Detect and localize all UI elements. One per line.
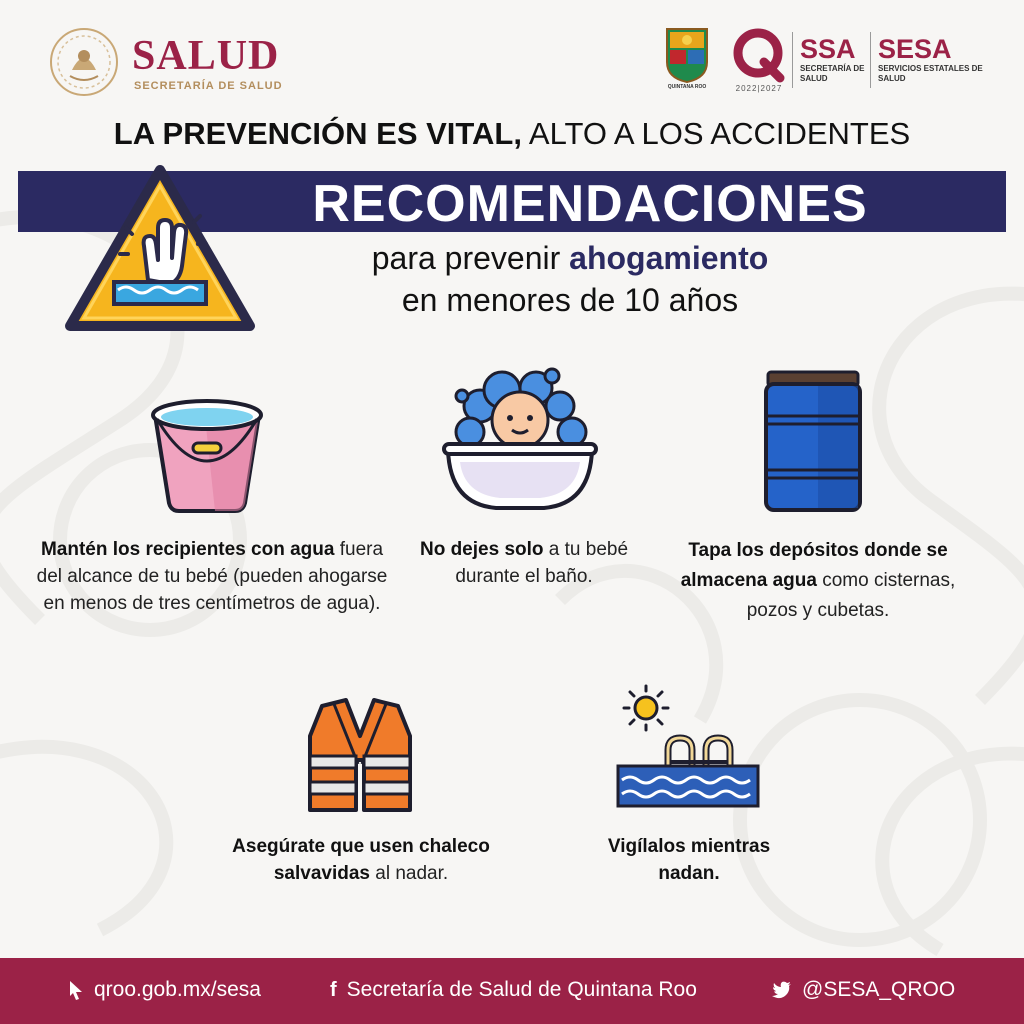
caption-item-5-bold: Vigílalos mientras nadan. xyxy=(607,836,771,884)
footer-twitter-text: @SESA_QROO xyxy=(802,978,956,1001)
quintana-roo-label: QUINTANA ROO xyxy=(667,84,707,90)
caption-item-1-bold: Mantén los recipientes con agua xyxy=(40,539,335,560)
caption-item-1-rest: fuera del alcance de tu bebé (pueden ahogarse en menos de tres centímetros de agua). xyxy=(36,539,388,614)
caption-item-3-bold: Tapa los depósitos donde se almacena agua xyxy=(680,540,948,591)
caption-item-3 xyxy=(668,536,968,626)
footer-facebook-text: Secretaría de Salud de Quintana Roo xyxy=(346,978,697,1001)
logo-divider xyxy=(870,32,871,88)
sesa-subtitle: SERVICIOS ESTATALES DE SALUD xyxy=(878,64,983,83)
caption-item-5 xyxy=(584,833,794,887)
caption-item-4-rest: al nadar. xyxy=(369,863,449,884)
subtitle-highlight: ahogamiento xyxy=(569,240,769,276)
quintana-roo-shield-icon xyxy=(664,26,710,84)
caption-item-1 xyxy=(34,536,390,617)
subtitle-prefix: para prevenir xyxy=(371,240,570,276)
bucket-icon xyxy=(145,393,269,515)
water-drum-icon xyxy=(760,368,866,516)
ssa-wordmark: SSA xyxy=(800,34,856,64)
salud-logo xyxy=(48,24,298,100)
sesa-wordmark: SESA xyxy=(878,34,952,64)
q-logo-icon xyxy=(726,26,790,84)
logo-divider xyxy=(792,32,793,88)
pool-icon xyxy=(616,684,760,812)
caption-item-4 xyxy=(196,833,526,887)
cursor-icon xyxy=(68,980,84,1000)
salud-wordmark: SALUD xyxy=(132,33,280,79)
banner-title: RECOMENDACIONES xyxy=(312,175,868,233)
twitter-icon xyxy=(772,981,792,999)
government-period: 2022|2027 xyxy=(735,84,783,93)
footer-website-link[interactable] xyxy=(68,978,261,1002)
facebook-icon: f xyxy=(330,978,337,1001)
footer-bar xyxy=(0,958,1024,1024)
caption-item-2-bold: No dejes solo xyxy=(419,539,544,560)
partner-logos xyxy=(664,26,984,98)
ssa-subtitle: SECRETARÍA DE SALUD xyxy=(800,64,865,83)
caption-item-2-rest: a tu bebé durante el baño. xyxy=(455,539,629,587)
page-headline xyxy=(0,116,1024,152)
headline-rest: ALTO A LOS ACCIDENTES xyxy=(521,116,911,151)
footer-twitter-link[interactable] xyxy=(772,978,955,1002)
drowning-warning-icon xyxy=(62,162,258,338)
caption-item-2 xyxy=(400,536,648,590)
national-seal-icon xyxy=(48,26,120,98)
footer-facebook-link[interactable] xyxy=(330,978,697,1002)
subtitle-line-1 xyxy=(250,240,890,277)
caption-item-4-bold: Asegúrate que usen chaleco salvavidas xyxy=(232,836,490,884)
footer-website-text: qroo.gob.mx/sesa xyxy=(94,978,261,1001)
life-vest-icon xyxy=(306,696,414,816)
caption-item-3-rest: como cisternas, pozos y cubetas. xyxy=(746,570,956,621)
salud-subtitle: SECRETARÍA DE SALUD xyxy=(134,80,283,92)
headline-bold: LA PREVENCIÓN ES VITAL, xyxy=(113,116,522,151)
subtitle-line-2: en menores de 10 años xyxy=(401,282,739,318)
baby-bath-icon xyxy=(440,366,600,518)
